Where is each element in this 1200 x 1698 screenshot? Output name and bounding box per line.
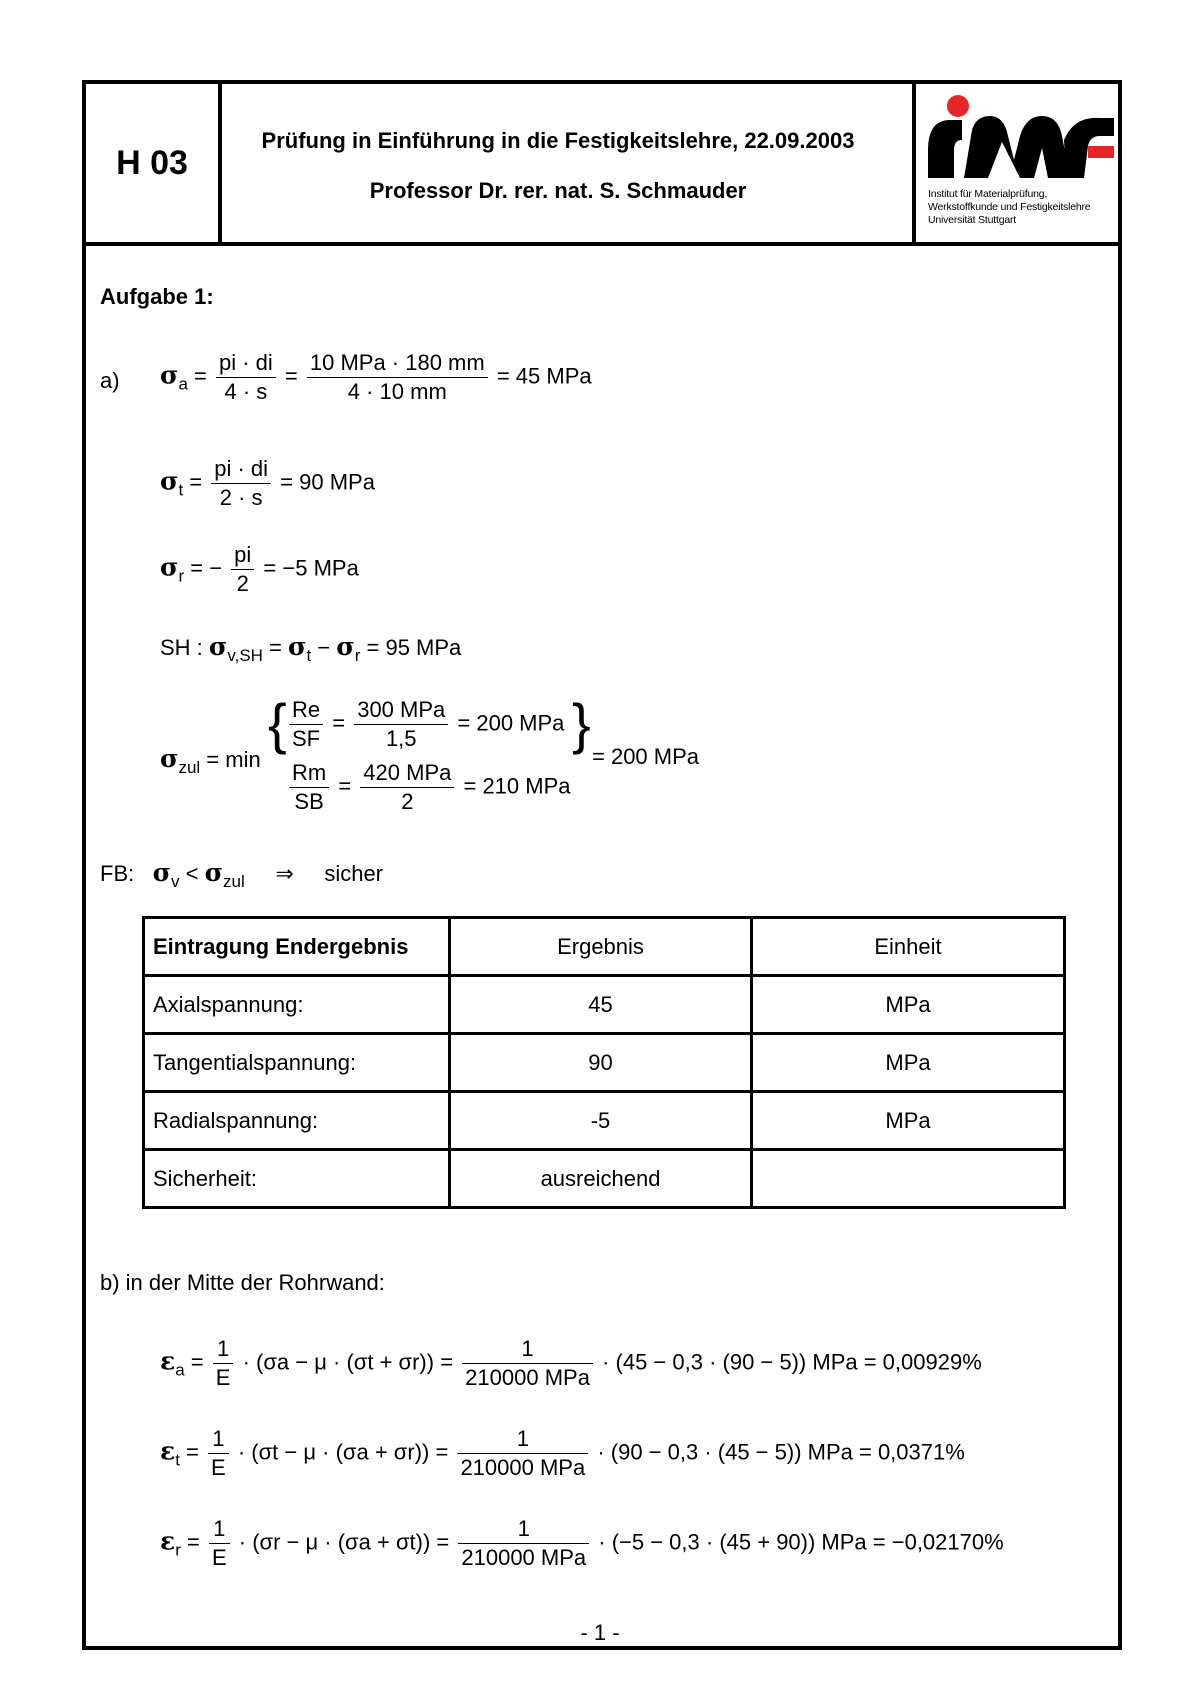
table-cell: ausreichend xyxy=(450,1150,752,1208)
part-a-label: a) xyxy=(100,368,120,393)
exam-professor: Professor Dr. rer. nat. S. Schmauder xyxy=(369,178,747,203)
table-cell: Axialspannung: xyxy=(144,976,450,1034)
table-header: Eintragung Endergebnis xyxy=(144,918,450,976)
table-row xyxy=(144,1034,1065,1092)
table-header: Ergebnis xyxy=(450,918,752,976)
equation-sigma-t: $\sigma_t$ = $\frac{pi \cdot di}{2 \cdot s}$ = 90 MPa xyxy=(160,456,375,510)
page-number: - 1 - xyxy=(580,1620,620,1645)
table-cell: -5 xyxy=(450,1092,752,1150)
table-cell: MPa xyxy=(752,976,1065,1034)
table-cell: MPa xyxy=(752,1034,1065,1092)
equation-sh: SH : $\sigma_{v,SH} = \sigma_t - \sigma_r = 95$ MPa xyxy=(160,632,462,665)
equation-epsilon-t: $\varepsilon_t$ = $\frac{1}{E}$ · (σt − μ · (σa + σr)) = $\frac{1}{\text{210000 MPa}}$ · (90 − 0,3 · (45 − 5)) MPa = 0,0371% xyxy=(160,1426,965,1480)
table-cell: Sicherheit: xyxy=(144,1150,450,1208)
brace-right: } xyxy=(572,692,591,755)
table-cell: 45 xyxy=(450,976,752,1034)
zul-row-2: $\frac{Rm}{SB}$ = $\frac{\text{420 MPa}}{2}$ = 210 MPa xyxy=(286,760,571,815)
equation-epsilon-r: $\varepsilon_r$ = $\frac{1}{E}$ · (σr − μ · (σa + σt)) = $\frac{1}{\text{210000 MPa}}$ · (−5 − 0,3 · (45 + 90)) MPa = −0,02170% xyxy=(160,1516,1004,1570)
table-cell xyxy=(752,1150,1065,1208)
results-table xyxy=(142,916,1066,1209)
exam-code: H 03 xyxy=(116,143,188,182)
table-cell: Tangentialspannung: xyxy=(144,1034,450,1092)
table-cell: 90 xyxy=(450,1034,752,1092)
equation-sigma-zul: $\sigma_{zul} = \min$ xyxy=(160,744,261,777)
table-header: Einheit xyxy=(752,918,1065,976)
table-cell: MPa xyxy=(752,1092,1065,1150)
table-row xyxy=(144,976,1065,1034)
brace-left: { xyxy=(268,692,287,755)
zul-row-1: $\frac{Re}{SF}$ = $\frac{\text{300 MPa}}{1,5}$ = 200 MPa xyxy=(286,697,564,752)
table-header-row xyxy=(144,918,1065,976)
equation-fb: FB: $\sigma_v < \sigma_{zul}$ ⇒ sicher xyxy=(100,858,384,891)
part-b-heading: b) in der Mitte der Rohrwand: xyxy=(100,1270,385,1295)
equation-epsilon-a: $\varepsilon_a$ = $\frac{1}{E}$ · (σa − μ · (σt + σr)) = $\frac{1}{\text{210000 MPa}}$ · (45 − 0,3 · (90 − 5)) MPa = 0,00929% xyxy=(160,1336,982,1390)
task-heading: Aufgabe 1: xyxy=(100,284,214,309)
exam-title: Prüfung in Einführung in die Festigkeitslehre, 22.09.2003 xyxy=(261,128,855,153)
institute-name: Institut für Materialprüfung, Werkstoffkunde und Festigkeitslehre Universität Stuttgart xyxy=(928,188,1091,226)
table-row xyxy=(144,1092,1065,1150)
zul-result: = 200 MPa xyxy=(592,744,700,769)
equation-sigma-r: $\sigma_r$ = − $\frac{pi}{2}$ = −5 MPa xyxy=(160,542,359,596)
equation-sigma-a: $\sigma_a$ = $\frac{pi \cdot di}{4 \cdot s}$ = $\frac{\text{10 MPa · 180 mm}}{4 \cdot 10 mm}$ = 45 MPa xyxy=(160,350,592,404)
table-row xyxy=(144,1150,1065,1208)
table-cell: Radialspannung: xyxy=(144,1092,450,1150)
